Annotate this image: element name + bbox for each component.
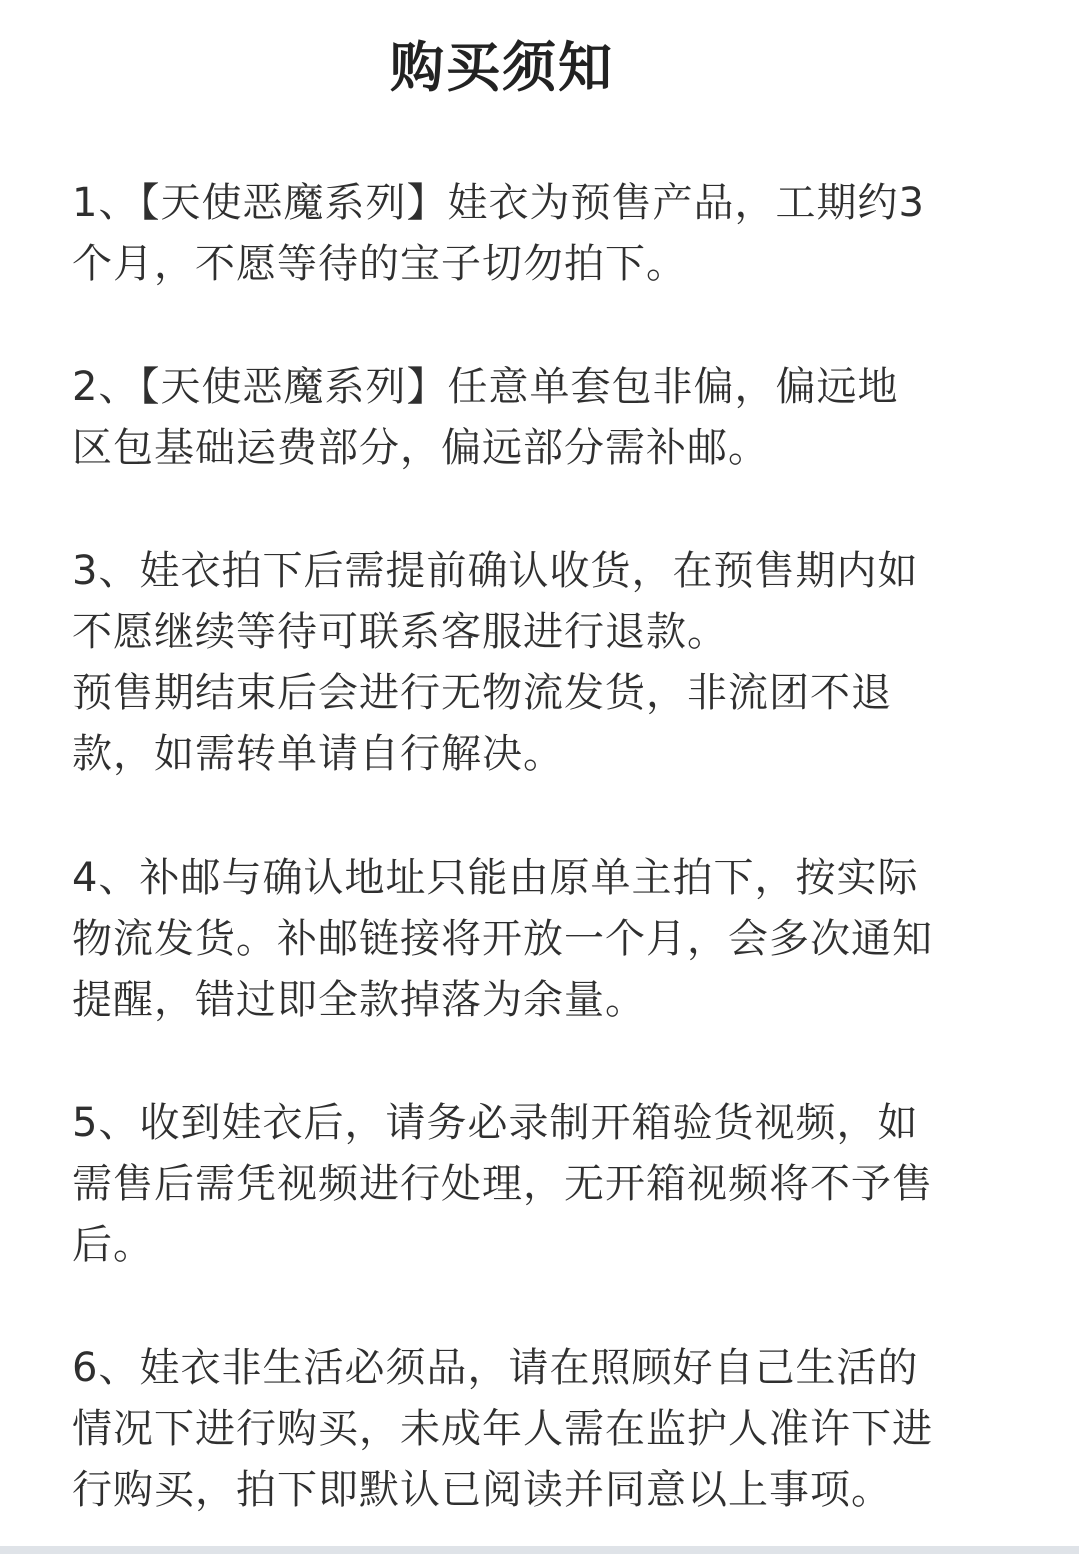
notice-line: 区包基础运费部分，偏远部分需补邮。: [72, 425, 769, 471]
notice-line: 不愿继续等待可联系客服进行退款。: [72, 609, 728, 655]
notice-line: 提醒，错过即全款掉落为余量。: [72, 977, 646, 1023]
notice-line: 款，如需转单请自行解决。: [72, 731, 564, 777]
bottom-divider: [0, 1546, 1079, 1554]
notice-line: 个月，不愿等待的宝子切勿拍下。: [72, 241, 687, 287]
notice-line: 4、补邮与确认地址只能由原单主拍下，按实际: [72, 855, 919, 901]
notice-line: 需售后需凭视频进行处理，无开箱视频将不予售: [72, 1161, 933, 1207]
notice-line: 预售期结束后会进行无物流发货，非流团不退: [72, 670, 892, 716]
notice-line: 5、收到娃衣后，请务必录制开箱验货视频，如: [72, 1100, 919, 1146]
notice-item-3: [72, 541, 1007, 785]
notice-item-1: [72, 173, 1007, 295]
notice-item-6: [72, 1338, 1007, 1521]
notice-item-5: [72, 1093, 1007, 1276]
notice-line: 物流发货。补邮链接将开放一个月，会多次通知: [72, 916, 933, 962]
notice-line: 情况下进行购买，未成年人需在监护人准许下进: [72, 1406, 933, 1452]
page-title: 购买须知: [390, 36, 614, 99]
notice-line: 行购买，拍下即默认已阅读并同意以上事项。: [72, 1467, 892, 1513]
notice-item-4: [72, 848, 1007, 1031]
notice-line: 2、【天使恶魔系列】任意单套包非偏，偏远地: [72, 364, 899, 410]
notice-line: 1、【天使恶魔系列】娃衣为预售产品，工期约3: [72, 180, 925, 226]
notice-item-2: [72, 357, 1007, 479]
notice-line: 3、娃衣拍下后需提前确认收货，在预售期内如: [72, 548, 919, 594]
notice-line: 6、娃衣非生活必须品，请在照顾好自己生活的: [72, 1345, 919, 1391]
notice-line: 后。: [72, 1222, 154, 1268]
